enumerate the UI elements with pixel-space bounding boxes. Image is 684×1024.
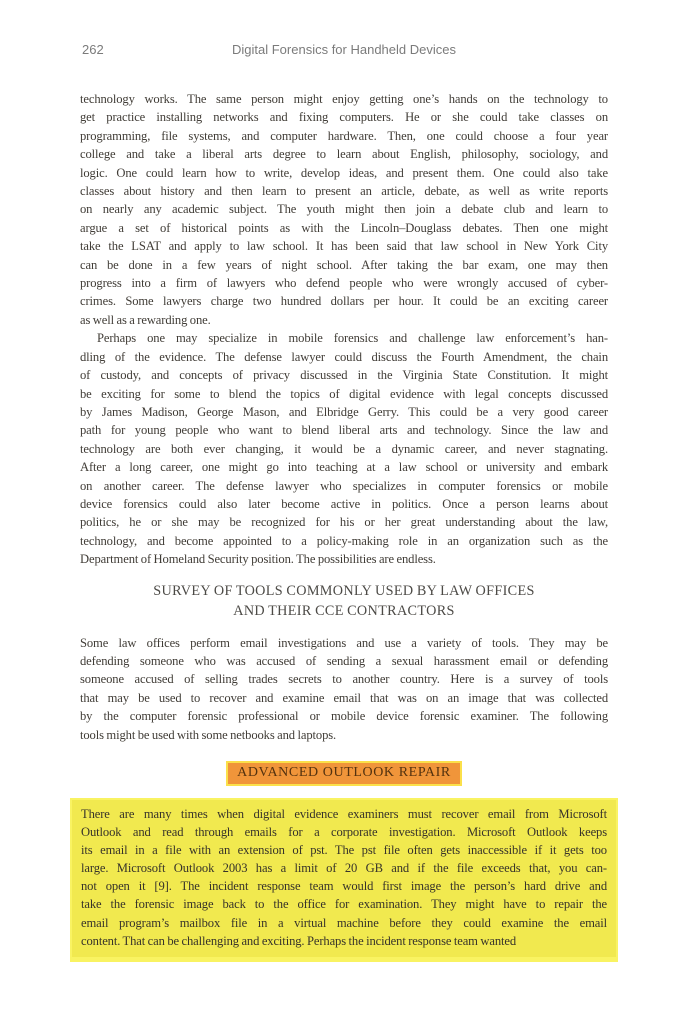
text-line: defending someone who was accused of sending a sexual harassment email or defending [80, 653, 608, 668]
text-line: path for young people who want to blend liberal arts and technology. Since the law and [80, 423, 608, 438]
text-line: take the forensic image back to the office for examination. They might have to repair the [81, 897, 607, 912]
section-heading [80, 581, 608, 621]
text-line: as well as a rewarding one. [80, 312, 211, 327]
running-header [80, 42, 608, 57]
text-line: tools might be used with some netbooks and laptops. [80, 727, 337, 742]
text-line: Outlook and read through emails for a corporate investigation. Microsoft Outlook keeps [81, 825, 607, 840]
text-line: content. That can be challenging and exciting. Perhaps the incident response team wanted [81, 933, 517, 948]
paragraph-mobile-forensics [80, 329, 608, 568]
paragraph-careers [80, 90, 608, 329]
text-line: programming, file systems, and computer hardware. Then, one could choose a four year [80, 128, 608, 143]
text-line: SURVEY OF TOOLS COMMONLY USED BY LAW OFFICES [153, 582, 535, 599]
yellow-highlight-block [70, 798, 618, 962]
text-line: technology works. The same person might enjoy getting one’s hands on the technology to [80, 92, 608, 106]
text-line: Perhaps one may specialize in mobile forensics and challenge law enforcement’s han- [97, 331, 608, 346]
text-line: be exciting for some to blend the topics of digital evidence with legal concepts discussed [80, 386, 608, 401]
text-line: There are many times when digital evidence examiners must recover email from Microsoft [81, 807, 607, 821]
text-line: that may be used to recover and examine email that was on an image that was collected [80, 690, 608, 705]
text-line: logic. One could learn how to write, develop ideas, and present them. One could also take [80, 165, 608, 180]
text-line: technology are both ever changing, it would be a dynamic career, and never stagnating. [80, 441, 608, 456]
text-line: large. Microsoft Outlook 2003 has a limit of 20 GB and if the file exceeds that, you can- [81, 861, 607, 876]
text-line: email program’s mailbox file in a virtual machine before they could examine the email [81, 915, 607, 930]
subsection-heading-advanced-outlook-repair: ADVANCED OUTLOOK REPAIR [226, 761, 462, 786]
paragraph-law-offices [80, 634, 608, 744]
text-line: argue a set of historical points as with the Lincoln–Douglass debates. Then one might [80, 220, 608, 235]
text-line: by the computer forensic professional or mobile device forensic examiner. The following [80, 709, 608, 724]
text-line: device forensics could also later become active in politics. Once a person learns about [80, 496, 608, 511]
text-line: Department of Homeland Security position. The possibilities are endless. [80, 552, 436, 567]
text-line: crimes. Some lawyers charge two hundred dollars per hour. It could be an exciting career [80, 294, 608, 309]
text-line: college and take a liberal arts degree to learn about English, philosophy, sociology, and [80, 147, 608, 162]
text-line: classes about history and then learn to present an article, debate, as well as write reports [80, 184, 608, 199]
text-line: dling of the evidence. The defense lawyer could discuss the Fourth Amendment, the chain [80, 349, 608, 364]
text-line: on another career. The defense lawyer who specializes in computer forensics or mobile [80, 478, 608, 493]
text-line: politics, he or she may be recognized for his or her great understanding about the law, [80, 515, 608, 530]
text-line: get practice installing networks and fixing computers. He or she could take classes on [80, 110, 608, 125]
text-line: not open it [9]. The incident response team would first image the person’s hard drive and [81, 879, 607, 894]
text-line: someone accused of selling trades secrets to another country. Here is a survey of tools [80, 672, 608, 687]
text-line: on nearly any academic subject. The youth might then join a debate club and learn to [80, 202, 608, 217]
text-line: its email in a file with an extension of pst. The pst file often gets inaccessible if it gets too [81, 843, 607, 858]
text-line: by James Madison, George Mason, and Elbridge Gerry. This could be a very good career [80, 404, 608, 419]
text-line: Some law offices perform email investigations and use a variety of tools. They may be [80, 635, 608, 650]
text-line: of custody, and concepts of privacy discussed in the Virginia State Constitution. It might [80, 368, 608, 383]
text-line: progress into a firm of lawyers who defend people who were wrongly accused of cyber- [80, 276, 608, 291]
text-line: AND THEIR CCE CONTRACTORS [233, 602, 455, 619]
text-line: can be done in a few years of night school. After taking the bar exam, one may then [80, 257, 608, 272]
subsection-heading-row [80, 761, 608, 786]
text-line: take the LSAT and apply to law school. It has been said that law school in New York City [80, 239, 608, 254]
running-title: Digital Forensics for Handheld Devices [232, 42, 456, 57]
page-number: 262 [82, 42, 104, 57]
text-line: After a long career, one might go into teaching at a law school or university and embark [80, 460, 608, 475]
highlighted-paragraph [81, 805, 607, 950]
text-line: technology, and become appointed to a policy-making role in an organization such as the [80, 533, 608, 548]
